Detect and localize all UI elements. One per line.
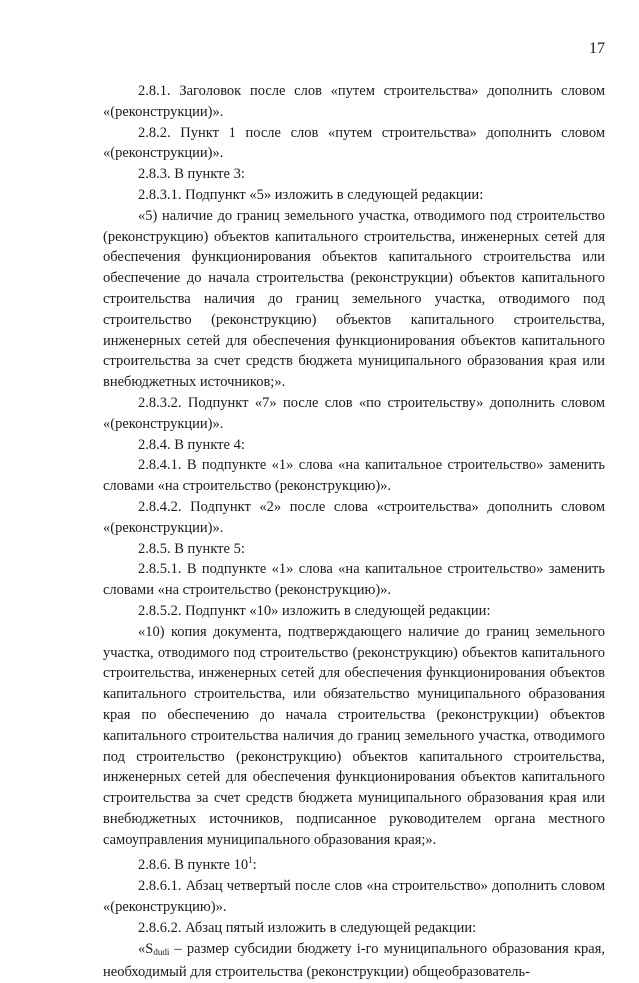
paragraph-2-8-3-1: 2.8.3.1. Подпункт «5» изложить в следующей редакции: <box>138 186 484 203</box>
paragraph-2-8-5-1: 2.8.5.1. В подпункте «1» слова «на капитальное строительство» заменить словами «на строительство (реконструкцию)». <box>103 561 605 599</box>
superscript: 1 <box>248 855 253 866</box>
paragraph-2-8-1: 2.8.1. Заголовок после слов «путем строительства» дополнить словом «(реконструкции)». <box>103 83 605 120</box>
page-number: 17 <box>589 40 605 57</box>
paragraph-2-8-6 <box>103 850 605 876</box>
paragraph-2-8-6-text: 2.8.6. В пункте 10 <box>138 857 249 874</box>
paragraph-2-8-4-2: 2.8.4.2. Подпункт «2» после слова «строительства» дополнить словом «(реконструкции)». <box>103 498 605 536</box>
paragraph-2-8-3: 2.8.3. В пункте 3: <box>138 166 245 183</box>
paragraph-2-8-6-tail: : <box>252 857 257 874</box>
paragraph-2-8-5-2: 2.8.5.2. Подпункт «10» изложить в следующей редакции: <box>138 602 491 619</box>
formula-subscript: dudi <box>153 946 170 957</box>
paragraph-2-8-6-2: 2.8.6.2. Абзац пятый изложить в следующей редакции: <box>138 919 477 936</box>
paragraph-2-8-4: 2.8.4. В пункте 4: <box>138 436 245 453</box>
formula-symbol-prefix: «S <box>138 940 154 957</box>
document-body <box>103 81 605 983</box>
quoted-subparagraph-10: «10) копия документа, подтверждающего наличие до границ земельного участка, отводимого под строительство (реконструкцию) объектов капитального строительства, инженерных сетей для обеспечения функционирования объектов капитального строительства, или обязательство муниципального образования края по обеспечению до начала строительства (реконструкции) объектов капитального строительства наличия до границ земельного участка, отводимого под строительство (реконструкцию) объектов капитального строительства, инженерных сетей для обеспечения функционирования объектов капитального строительства за счет средств бюджета муниципального образования края или внебюджетных источников, подписанное руководителем органа местного самоуправления муниципального образования края;». <box>103 623 605 848</box>
paragraph-2-8-6-1: 2.8.6.1. Абзац четвертый после слов «на строительство» дополнить словом «(реконструкцию)». <box>103 878 605 916</box>
paragraph-2-8-4-1: 2.8.4.1. В подпункте «1» слова «на капитальное строительство» заменить словами «на строительство (реконструкцию)». <box>103 457 605 495</box>
paragraph-2-8-3-2: 2.8.3.2. Подпункт «7» после слов «по строительству» дополнить словом «(реконструкции)». <box>103 394 605 432</box>
paragraph-2-8-2: 2.8.2. Пункт 1 после слов «путем строительства» дополнить словом «(реконструкции)». <box>103 124 605 162</box>
formula-definition-text: – размер субсидии бюджету i-го муниципального образования края, необходимый для строительства (реконструкции) общеобразователь- <box>103 940 605 981</box>
paragraph-2-8-5: 2.8.5. В пункте 5: <box>138 540 245 557</box>
formula-definition-paragraph <box>103 939 605 983</box>
quoted-subparagraph-5: «5) наличие до границ земельного участка, отводимого под строительство (реконструкцию) объектов капитального строительства, инженерных сетей для обеспечения функционирования объектов капитального строительства или обеспечение до начала строительства (реконструкции) объектов капитального строительства наличия до границ земельного участка, отводимого под строительство (реконструкцию) объектов капитального строительства, инженерных сетей для обеспечения функционирования объектов капитального строительства за счет средств бюджета муниципального образования края или внебюджетных источников;». <box>103 207 605 391</box>
